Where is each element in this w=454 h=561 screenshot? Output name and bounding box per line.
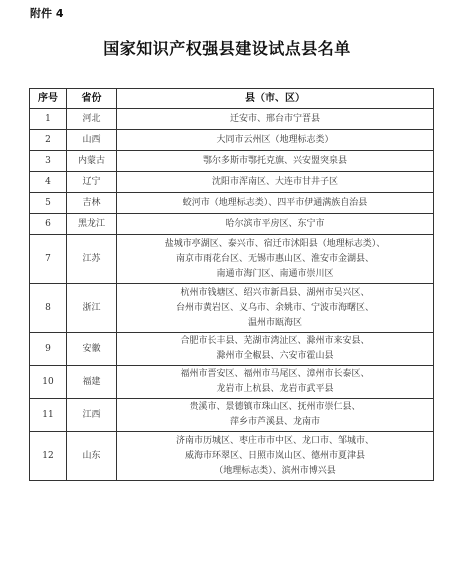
county-line: 盐城市亭湖区、泰兴市、宿迁市沭阳县（地理标志类）、 — [164, 238, 386, 249]
county-line: 济南市历城区、枣庄市市中区、龙口市、邹城市、 — [175, 435, 374, 446]
table-row — [30, 109, 434, 130]
row-number: 2 — [30, 130, 67, 151]
county-cell — [117, 109, 434, 130]
table-row — [30, 284, 434, 333]
county-line: 鄂尔多斯市鄂托克旗、兴安盟突泉县 — [202, 155, 347, 166]
row-number: 6 — [30, 214, 67, 235]
table-body — [30, 109, 434, 481]
province-cell: 内蒙古 — [67, 151, 117, 172]
row-number: 10 — [30, 366, 67, 399]
county-line: 萍乡市芦溪县、龙南市 — [229, 417, 320, 427]
county-line: 合肥市长丰县、芜湖市湾沚区、滁州市来安县、 — [180, 336, 370, 346]
county-line: 杭州市钱塘区、绍兴市新昌县、湖州市吴兴区、 — [180, 287, 370, 298]
row-number: 9 — [30, 333, 67, 366]
column-header-province: 省份 — [67, 89, 117, 109]
county-cell — [117, 366, 434, 399]
province-cell: 江西 — [67, 399, 117, 432]
column-header-county: 县（市、区） — [117, 89, 434, 109]
county-cell — [117, 432, 434, 481]
county-cell — [117, 172, 434, 193]
page-title: 国家知识产权强县建设试点县名单 — [103, 39, 351, 58]
county-line: 蛟河市（地理标志类）、四平市伊通满族自治县 — [182, 197, 368, 208]
table-header-row — [30, 89, 434, 109]
county-line: 南通市海门区、南通市崇川区 — [216, 268, 334, 279]
county-line: 威海市环翠区、日照市岚山区、德州市夏津县 — [184, 450, 365, 461]
row-number: 7 — [30, 235, 67, 284]
province-cell: 福建 — [67, 366, 117, 399]
table-row — [30, 214, 434, 235]
province-cell: 山东 — [67, 432, 117, 481]
county-cell — [117, 130, 434, 151]
county-line: 迁安市、邢台市宁晋县 — [229, 113, 320, 124]
table-row — [30, 235, 434, 284]
row-number: 3 — [30, 151, 67, 172]
county-line: （地理标志类）、滨州市博兴县 — [214, 465, 336, 476]
province-cell: 辽宁 — [67, 172, 117, 193]
row-number: 8 — [30, 284, 67, 333]
pilot-county-table — [29, 88, 434, 481]
table-row — [30, 130, 434, 151]
county-line: 温州市瓯海区 — [247, 317, 302, 328]
county-cell — [117, 151, 434, 172]
table-row — [30, 193, 434, 214]
county-cell — [117, 214, 434, 235]
row-number: 4 — [30, 172, 67, 193]
county-cell — [117, 193, 434, 214]
table-row — [30, 366, 434, 399]
province-cell: 安徽 — [67, 333, 117, 366]
row-number: 5 — [30, 193, 67, 214]
table-row — [30, 333, 434, 366]
county-line: 贵溪市、景德镇市珠山区、抚州市崇仁县、 — [189, 402, 361, 412]
row-number: 1 — [30, 109, 67, 130]
county-line: 滁州市全椒县、六安市霍山县 — [216, 351, 334, 361]
county-cell — [117, 399, 434, 432]
county-line: 台州市黄岩区、义乌市、余姚市、宁波市海曙区、 — [175, 302, 374, 313]
table-row — [30, 432, 434, 481]
county-cell — [117, 284, 434, 333]
province-cell: 黑龙江 — [67, 214, 117, 235]
county-line: 哈尔滨市平房区、东宁市 — [225, 218, 325, 229]
county-line: 沈阳市浑南区、大连市甘井子区 — [211, 176, 338, 187]
table-row — [30, 399, 434, 432]
province-cell: 浙江 — [67, 284, 117, 333]
province-cell: 江苏 — [67, 235, 117, 284]
column-header-no: 序号 — [30, 89, 67, 109]
attachment-label: 附件 4 — [30, 7, 64, 20]
province-cell: 山西 — [67, 130, 117, 151]
table-row — [30, 172, 434, 193]
row-number: 12 — [30, 432, 67, 481]
table-row — [30, 151, 434, 172]
province-cell: 河北 — [67, 109, 117, 130]
county-cell — [117, 333, 434, 366]
row-number: 11 — [30, 399, 67, 432]
county-cell — [117, 235, 434, 284]
county-line: 南京市雨花台区、无锡市惠山区、淮安市金湖县、 — [175, 253, 374, 264]
county-line: 大同市云州区（地理标志类） — [216, 134, 334, 145]
county-line: 福州市晋安区、福州市马尾区、漳州市长泰区、 — [180, 369, 370, 379]
county-line: 龙岩市上杭县、龙岩市武平县 — [216, 384, 334, 394]
province-cell: 吉林 — [67, 193, 117, 214]
